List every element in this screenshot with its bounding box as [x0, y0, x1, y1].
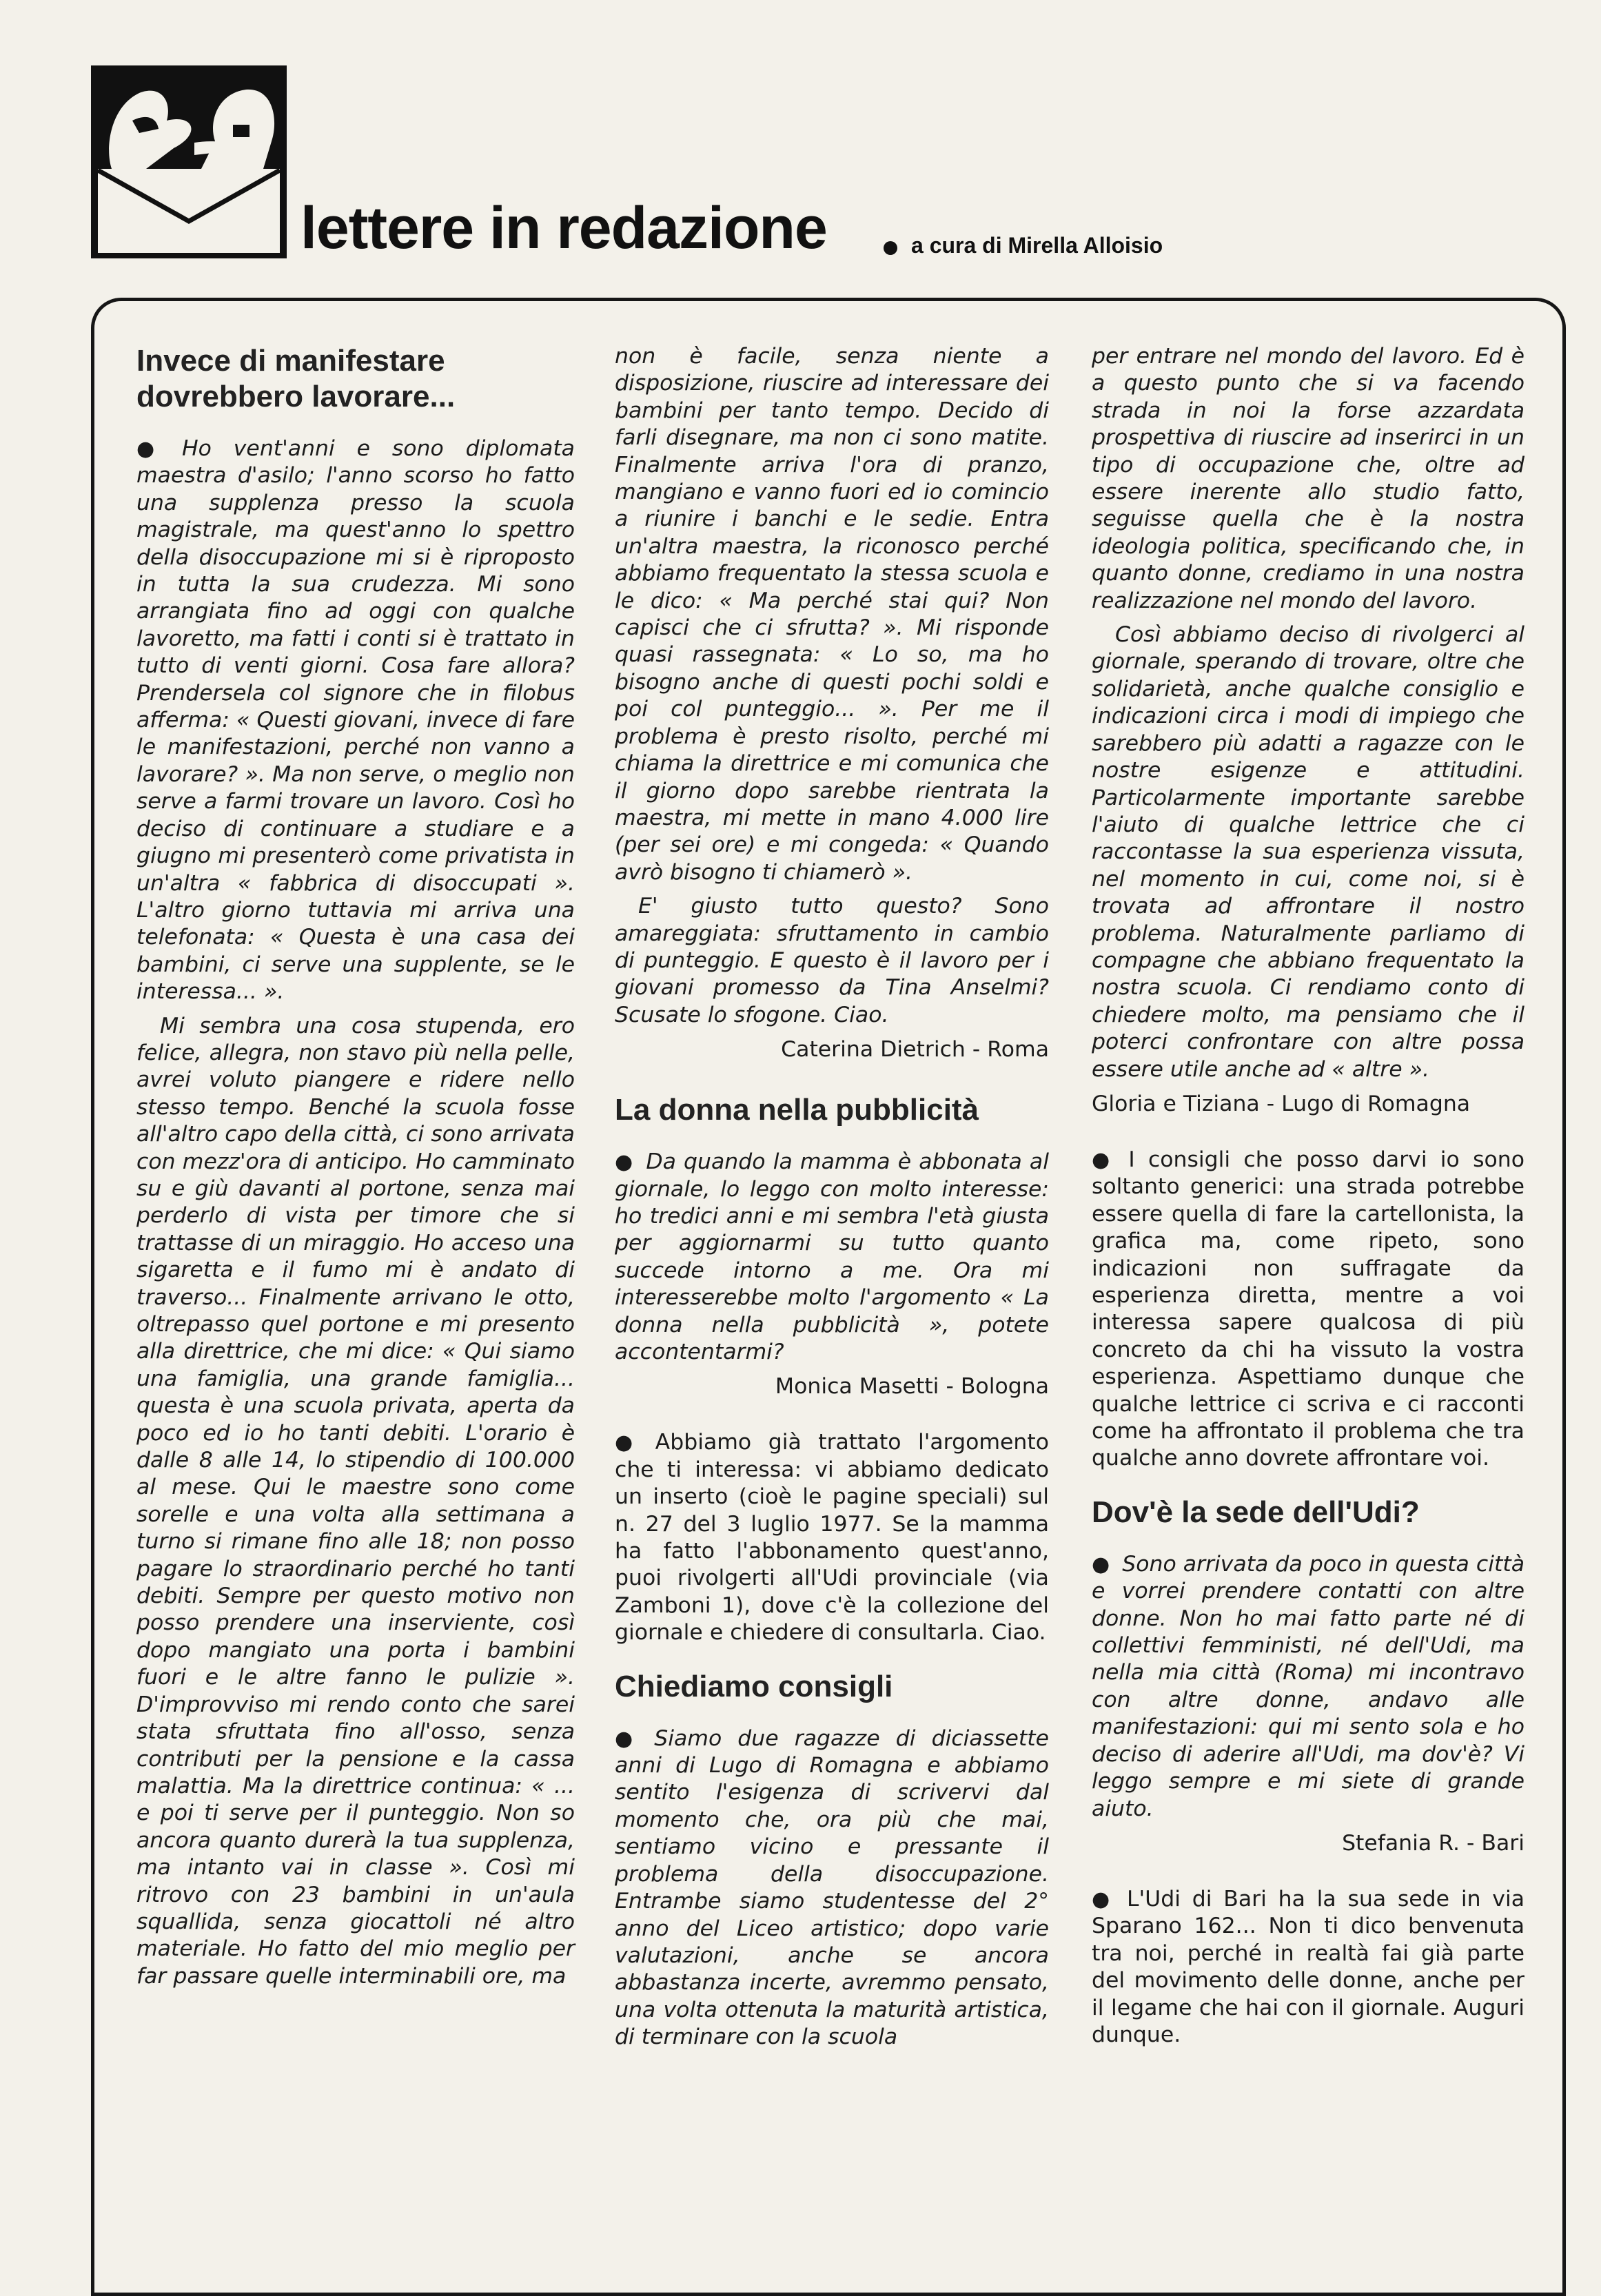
reply-paragraph: ● L'Udi di Bari ha la sua sede in via Sparano 162... Non ti dico benvenuta tra noi, perché in realtà fai già parte del movimento delle donne, anche per il legame che hai con il giornale. Auguri dunque.	[1092, 1886, 1524, 2049]
letter-paragraph: Così abbiamo deciso di rivolgerci al giornale, sperando di trovare, oltre che solidarietà, anche qualche consiglio e indicazioni circa i modi di impiego che sarebbero più adatti a ragazze con le nostre esigenze e attitudini. Particolarmente importante sarebbe l'aiuto di qualche lettrice che ci raccontasse la sua esperienza vissuta, nel momento in cui, come noi, si è trovata ad affrontare il nostro problema. Naturalmente parliamo di compagne che abbiano frequentato la nostra scuola. Ci rendiamo conto di chiedere molto, ma pensiamo che il poterci confrontare con altre possa essere utile anche ad « altre ».	[1092, 622, 1524, 1082]
letter-heading: Chiediamo consigli	[615, 1669, 893, 1703]
column-1	[136, 343, 575, 1997]
envelope-logo-icon	[91, 65, 287, 258]
letter-signature: Stefania R. - Bari	[1342, 1830, 1524, 1856]
letter-paragraph: Mi sembra una cosa stupenda, ero felice, allegra, non stavo più nella pelle, avrei voluto piangere e ridere nello stesso tempo. Benché la scuola fosse all'altro capo della città, ci sono arrivata con mezz'ora di anticipo. Ho camminato su e giù davanti al portone, senza mai perderlo di vista per timore che si trattasse di un miraggio. Ho acceso una sigaretta e il fumo mi è andato di traverso... Finalmente arrivano le otto, oltrepasso quel portone e mi presento alla direttrice, che mi dice: « Qui siamo una famiglia, una grande famiglia... questa è una scuola privata, aperta da poco ed io ho tanti debiti. L'orario è dalle 8 alle 14, lo stipendio di 100.000 al mese. Qui le maestre sono come sorelle e una volta alla settimana a turno si rimane fino alle 18; non posso pagare lo straordinario perché ho tanti debiti. Sempre per questo motivo non posso prendere una inserviente, così dopo mangiato una porta i bambini fuori e le altre fanno le pulizie ». D'improvviso mi rendo conto che sarei stata sfruttata fino all'osso, senza contributi per la pensione e la cassa malattia. Ma la direttrice continua: « ... e poi ti serve per il punteggio. Non so ancora quanto durerà la tua supplenza, ma intanto vai in classe ». Così mi ritrovo con 23 bambini in un'aula squallida, senza giocattoli né altro materiale. Ho fatto del mio meglio per far passare quelle interminabili ore, ma	[136, 1013, 575, 1989]
letter-paragraph: ● Ho vent'anni e sono diplomata maestra d'asilo; l'anno scorso ho fatto una supplenza presso la scuola magistrale, ma quest'anno lo spettro della disoccupazione mi si è riproposto in tutta la sua crudezza. Mi sono arrangiata fino ad oggi con qualche lavoretto, ma fatti i conti si è trattato in tutto di venti giorni. Cosa fare allora? Prendersela col signore che in filobus afferma: « Questi giovani, invece di fare le manifestazioni, perché non vanno a lavorare? ». Ma non serve, o meglio non serve a farmi trovare un lavoro. Così ho deciso di continuare a studiare e a giugno mi presenterò come privatista in un'altra « fabbrica di disoccupati ». L'altro giorno tuttavia mi arriva una telefonata: « Questa è una casa dei bambini, ci serve una supplente, se le interessa... ».	[136, 435, 575, 1006]
letter-paragraph: ● Sono arrivata da poco in questa città e vorrei prendere contatti con altre donne. Non ho mai fatto parte né di collettivi femministi, né dell'Udi, ma nella mia città (Roma) mi incontravo con altre donne, andavo alle manifestazioni: qui mi sento sola e ho deciso di aderire all'Udi, ma dov'è? Vi leggo sempre e mi siete di grande aiuto.	[1092, 1551, 1524, 1823]
letter-heading: Dov'è la sede dell'Udi?	[1092, 1495, 1420, 1529]
column-2	[615, 343, 1049, 2058]
reply-paragraph: ● Abbiamo già trattato l'argomento che ti interessa: vi abbiamo dedicato un inserto (cioè le pagine speciali) sul n. 27 del 3 luglio 1977. Se la mamma ha fatto l'abbonamento quest'anno, puoi rivolgerti all'Udi provinciale (via Zamboni 1), dove c'è la collezione del giornale e chiedere di consultarla. Ciao.	[615, 1429, 1049, 1646]
letter-heading: Invece di manifestare dovrebbero lavorare...	[136, 344, 456, 413]
column-3	[1092, 343, 1524, 2056]
letter-heading: La donna nella pubblicità	[615, 1093, 979, 1127]
reply-paragraph: ● I consigli che posso darvi io sono soltanto generici: una strada potrebbe essere quella di fare la cartellonista, la grafica ma, come ripeto, sono indicazioni non suffragate da esperienza diretta, mentre a voi interessa sapere qualcosa di più concreto da chi ha vissuto la vostra esperienza. Aspettiamo dunque che qualche lettrice ci scriva e ci racconti come ha affrontato il problema che tra qualche anno dovrete affrontare voi.	[1092, 1147, 1524, 1473]
letter-paragraph: non è facile, senza niente a disposizione, riuscire ad interessare dei bambini per tanto tempo. Decido di farli disegnare, ma non ci sono matite. Finalmente arriva l'ora di pranzo, mangiano e vanno fuori ed io comincio a riunire i banchi e le sedie. Entra un'altra maestra, la riconosco perché abbiamo frequentato la stessa scuola e le dico: « Ma perché stai qui? Non capisci che ci sfrutta? ». Mi risponde quasi rassegnata: « Lo so, ma ho bisogno anche di questi pochi soldi e poi col punteggio... ». Per me il problema è presto risolto, perché mi chiama la direttrice e mi comunica che il giorno dopo sarebbe rientrata la maestra, mi mette in mano 4.000 lire (per sei ore) e mi congeda: « Quando avrò bisogno ti chiamerò ».	[615, 344, 1049, 885]
letter-signature: Caterina Dietrich - Roma	[781, 1037, 1049, 1063]
letter-signature: Monica Masetti - Bologna	[775, 1374, 1049, 1400]
letter-signature: Gloria e Tiziana - Lugo di Romagna	[1092, 1091, 1471, 1116]
letter-paragraph: per entrare nel mondo del lavoro. Ed è a questo punto che si va facendo strada in noi la forse azzardata prospettiva di riuscire ad inserirci in un tipo di occupazione che, oltre ad essere inerente allo studio fatto, seguisse quella che è la nostra ideologia politica, specificando che, in quanto donne, crediamo in una nostra realizzazione nel mondo del lavoro.	[1092, 344, 1524, 613]
letter-paragraph: ● Da quando la mamma è abbonata al giornale, lo leggo con molto interesse: ho tredici anni e mi sembra l'età giusta per aggiornarmi su tutto quanto succede intorno a me. Ora mi interesserebbe molto l'argomento « La donna nella pubblicità », potete accontentarmi?	[615, 1149, 1049, 1366]
letter-paragraph: E' giusto tutto questo? Sono amareggiata: sfruttamento in cambio di punteggio. E questo è il lavoro per i giovani promesso da Tina Anselmi? Scusate lo sfogone. Ciao.	[615, 894, 1049, 1027]
section-title: lettere in redazione	[300, 195, 827, 261]
letter-paragraph: ● Siamo due ragazze di diciassette anni di Lugo di Romagna e abbiamo sentito l'esigenza di scrivervi dal momento che, ora più che mai, sentiamo vicino e pressante il problema della disoccupazione. Entrambe siamo studentesse del 2° anno del Liceo artistico; dopo varie valutazioni, anche se ancora abbastanza incerte, avremmo pensato, una volta ottenuta la maturità artistica, di terminare con la scuola	[615, 1725, 1049, 2051]
title-bullet	[884, 241, 897, 255]
section-byline: a cura di Mirella Alloisio	[911, 233, 1163, 258]
